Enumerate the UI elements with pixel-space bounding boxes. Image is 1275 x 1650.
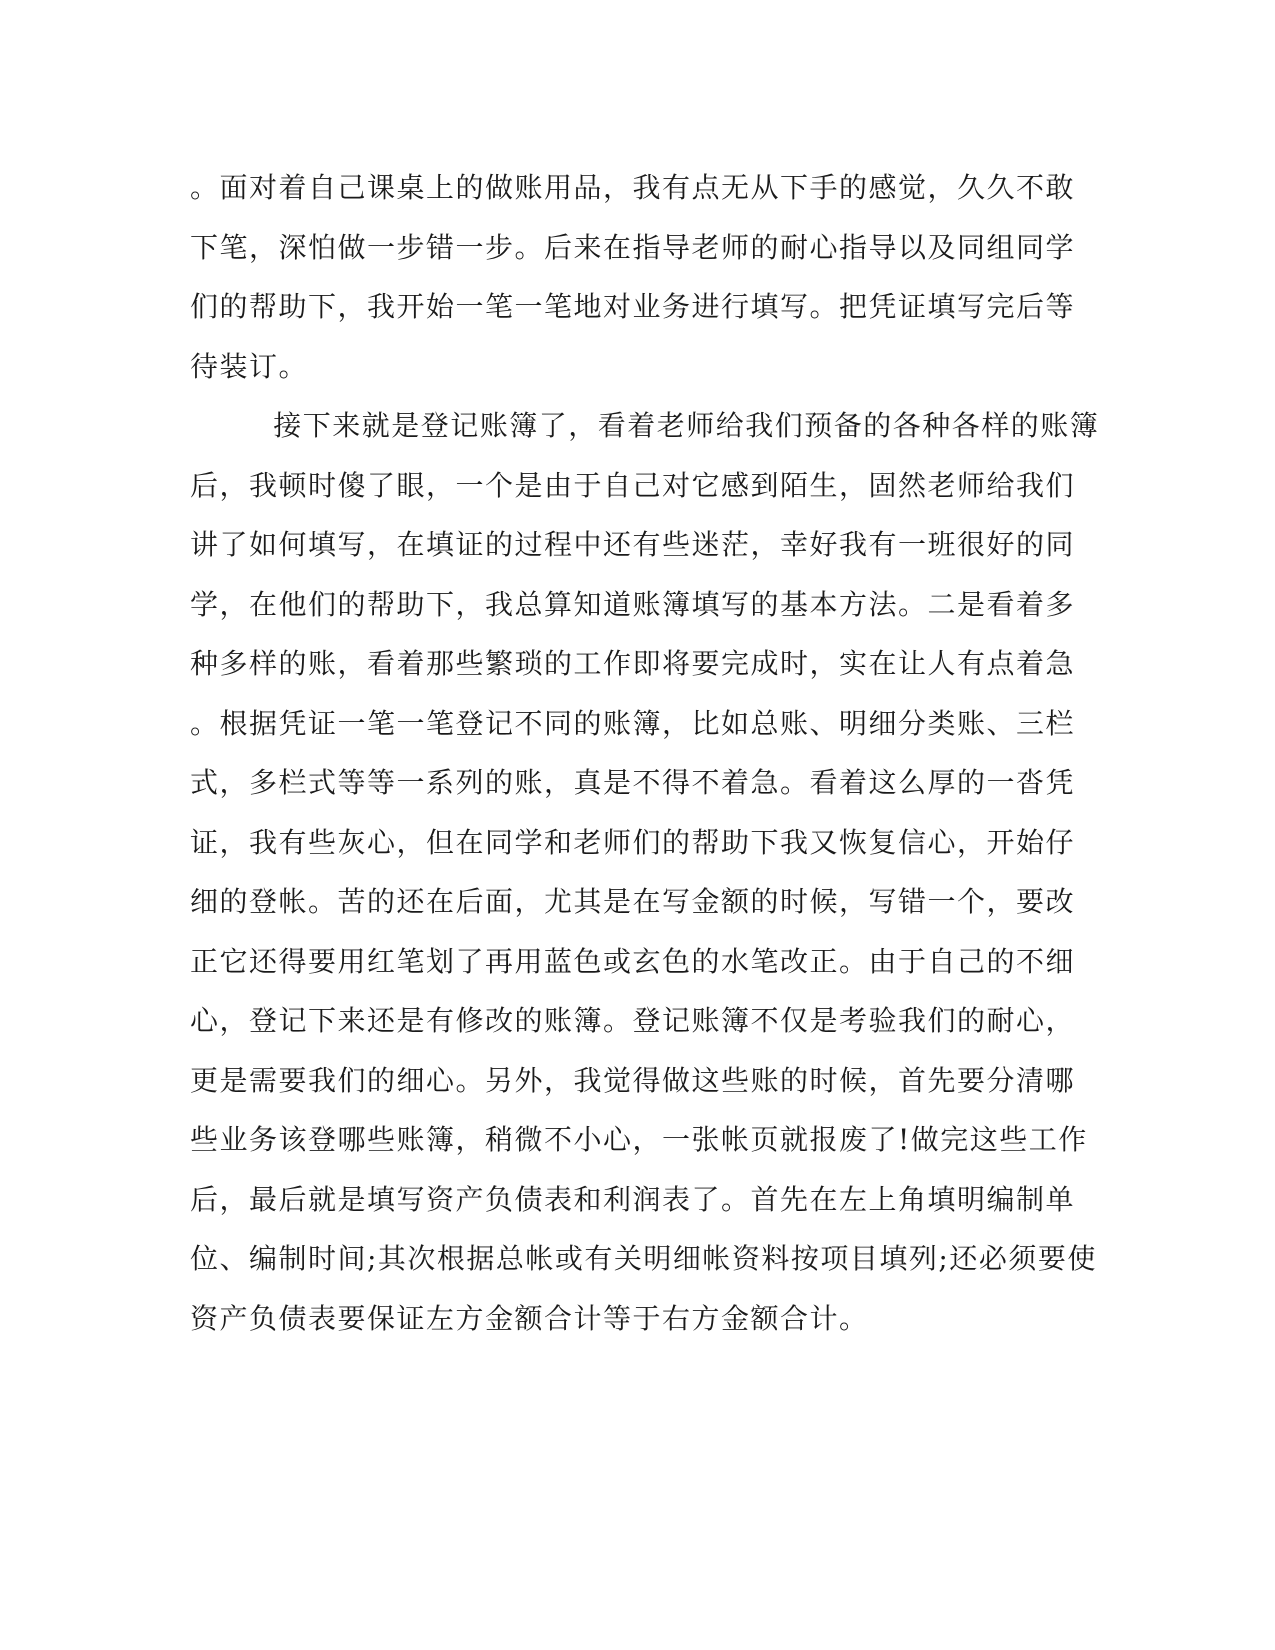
text-line: 讲了如何填写，在填证的过程中还有些迷茫，幸好我有一班很好的同: [190, 528, 1076, 561]
text-line: 位、编制时间;其次根据总帐或有关明细帐资料按项目填列;还必须要使: [190, 1242, 1097, 1275]
text-line: 们的帮助下，我开始一笔一笔地对业务进行填写。把凭证填写完后等: [190, 290, 1076, 323]
text-line: 式，多栏式等等一系列的账，真是不得不着急。看着这么厚的一沓凭: [190, 766, 1076, 799]
text-line: 资产负债表要保证左方金额合计等于右方金额合计。: [190, 1301, 869, 1335]
text-line: 些业务该登哪些账簿，稍微不小心，一张帐页就报废了!做完这些工作: [190, 1123, 1088, 1156]
text-line: 正它还得要用红笔划了再用蓝色或玄色的水笔改正。由于自己的不细: [190, 944, 1076, 978]
body-text: [190, 158, 1100, 1348]
text-line: 后，我顿时傻了眼，一个是由于自己对它感到陌生，固然老师给我们: [190, 468, 1076, 502]
text-line: 。根据凭证一笔一笔登记不同的账簿，比如总账、明细分类账、三栏: [190, 706, 1076, 740]
text-line: 细的登帐。苦的还在后面，尤其是在写金额的时候，写错一个，要改: [190, 885, 1076, 918]
text-line: 种多样的账，看着那些繁琐的工作即将要完成时，实在让人有点着急: [190, 647, 1076, 680]
text-line: 下笔，深怕做一步错一步。后来在指导老师的耐心指导以及同组同学: [190, 230, 1076, 264]
text-line: 更是需要我们的细心。另外，我觉得做这些账的时候，首先要分清哪: [190, 1063, 1076, 1097]
text-line: 后，最后就是填写资产负债表和利润表了。首先在左上角填明编制单: [190, 1182, 1076, 1216]
text-line: 证，我有些灰心，但在同学和老师们的帮助下我又恢复信心，开始仔: [190, 825, 1076, 859]
paragraph-start-line: 接下来就是登记账簿了，看着老师给我们预备的各种各样的账簿: [190, 409, 1100, 442]
text-line: 心，登记下来还是有修改的账簿。登记账簿不仅是考验我们的耐心，: [190, 1004, 1076, 1037]
text-line: 。面对着自己课桌上的做账用品，我有点无从下手的感觉，久久不敢: [190, 171, 1076, 204]
text-line: 待装订。: [190, 349, 309, 383]
text-line: 学，在他们的帮助下，我总算知道账簿填写的基本方法。二是看着多: [190, 587, 1076, 621]
